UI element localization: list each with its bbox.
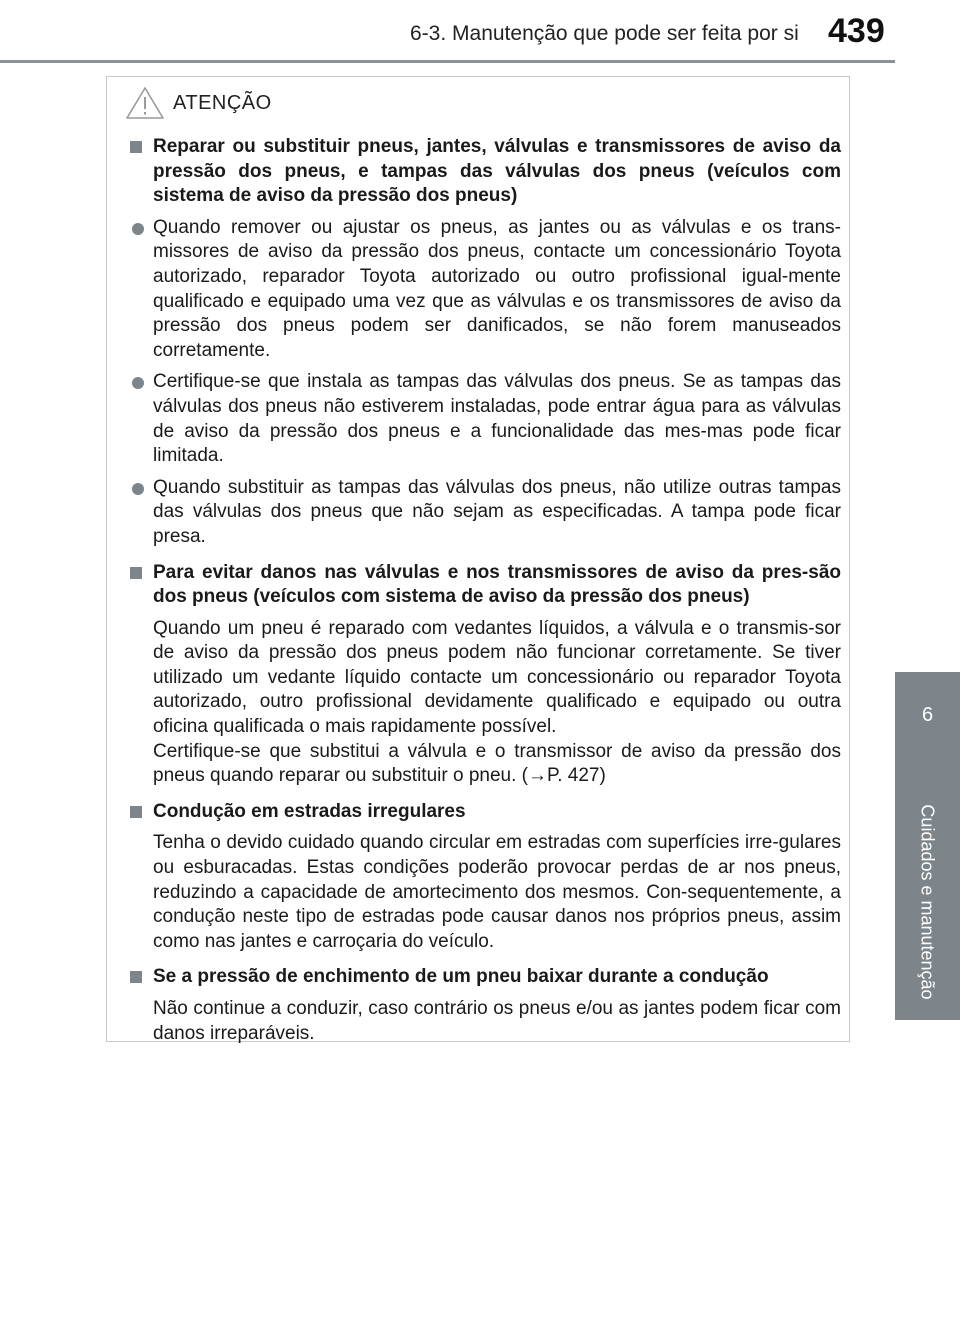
section-heading: Reparar ou substituir pneus, jantes, válvulas e transmissores de aviso da pressão dos pneus, e tampas das válvulas dos pneus (veículos com sistema de aviso da pressão dos pneus) [127,135,841,209]
square-bullet-icon [130,567,142,579]
section-heading: Se a pressão de enchimento de um pneu baixar durante a condução [127,965,841,990]
chapter-title: Cuidados e manutenção [917,804,938,1000]
section-pressure-drop [127,965,841,1046]
warning-triangle-icon [125,86,165,120]
section-heading: Para evitar danos nas válvulas e nos transmissores de aviso da pres-são dos pneus (veículos com sistema de aviso da pressão dos pneus) [127,561,841,610]
chapter-side-tab [895,60,960,1340]
square-bullet-icon [130,141,142,153]
page-number: 439 [828,12,885,50]
section-paragraph: Não continue a conduzir, caso contrário os pneus e/ou as jantes podem ficar com danos irreparáveis. [153,998,841,1044]
square-bullet-icon [130,971,142,983]
section-paragraph: Quando um pneu é reparado com vedantes líquidos, a válvula e o transmis-sor de aviso da pressão dos pneus podem não funcionar corretamente. Se tiver utilizado um vedante líquido contacte um concessionário ou reparador Toyota autorizado, outro profissional devidamente qualificado e equipado ou outra oficina qualificada o mais rapidamente possível. Certifique-se que substitui a válvula e o transmissor de aviso da pressão dos pneus quando reparar ou substituir o pneu. (→P. 427) [153,617,841,787]
warning-content [127,135,841,1057]
circle-bullet-icon [132,483,144,495]
square-bullet-icon [130,806,142,818]
header-section-title: 6-3. Manutenção que pode ser feita por si [410,22,799,45]
circle-bullet-icon [132,223,144,235]
list-item: Quando substituir as tampas das válvulas dos pneus, não utilize outras tampas das válvulas dos pneus que não sejam as especificadas. A tampa pode ficar presa. [127,476,841,550]
section-paragraph: Tenha o devido cuidado quando circular em estradas com superfícies irre-gulares ou esburacadas. Estas condições poderão provocar perdas de ar nos pneus, reduzindo a capacidade de amortecimento dos mesmos. Con-sequentemente, a condução neste tipo de estradas pode causar danos nos próprios pneus, assim como nas jantes e carroçaria do veículo. [153,832,841,952]
header-divider [0,60,960,63]
warning-box [106,76,850,1042]
list-item: Quando remover ou ajustar os pneus, as jantes ou as válvulas e os trans-missores de aviso da pressão dos pneus, contacte um concessionário Toyota autorizado, reparador Toyota autorizado ou outro profissional igual-mente qualificado e equipado uma vez que as válvulas e os transmissores de aviso da pressão dos pneus podem ser danificados, se não forem manuseados corretamente. [127,216,841,364]
section-rough-roads [127,800,841,955]
warning-title: ATENÇÃO [173,91,272,114]
section-avoid-damage [127,561,841,789]
warning-header [125,83,272,123]
section-heading: Condução em estradas irregulares [127,800,841,825]
circle-bullet-icon [132,377,144,389]
chapter-number: 6 [921,704,934,726]
section-tire-repair [127,135,841,550]
list-item: Certifique-se que instala as tampas das válvulas dos pneus. Se as tampas das válvulas dos pneus não estiverem instaladas, pode entrar água para as válvulas de aviso da pressão dos pneus e a funcionalidade das mes-mas pode ficar limitada. [127,370,841,468]
